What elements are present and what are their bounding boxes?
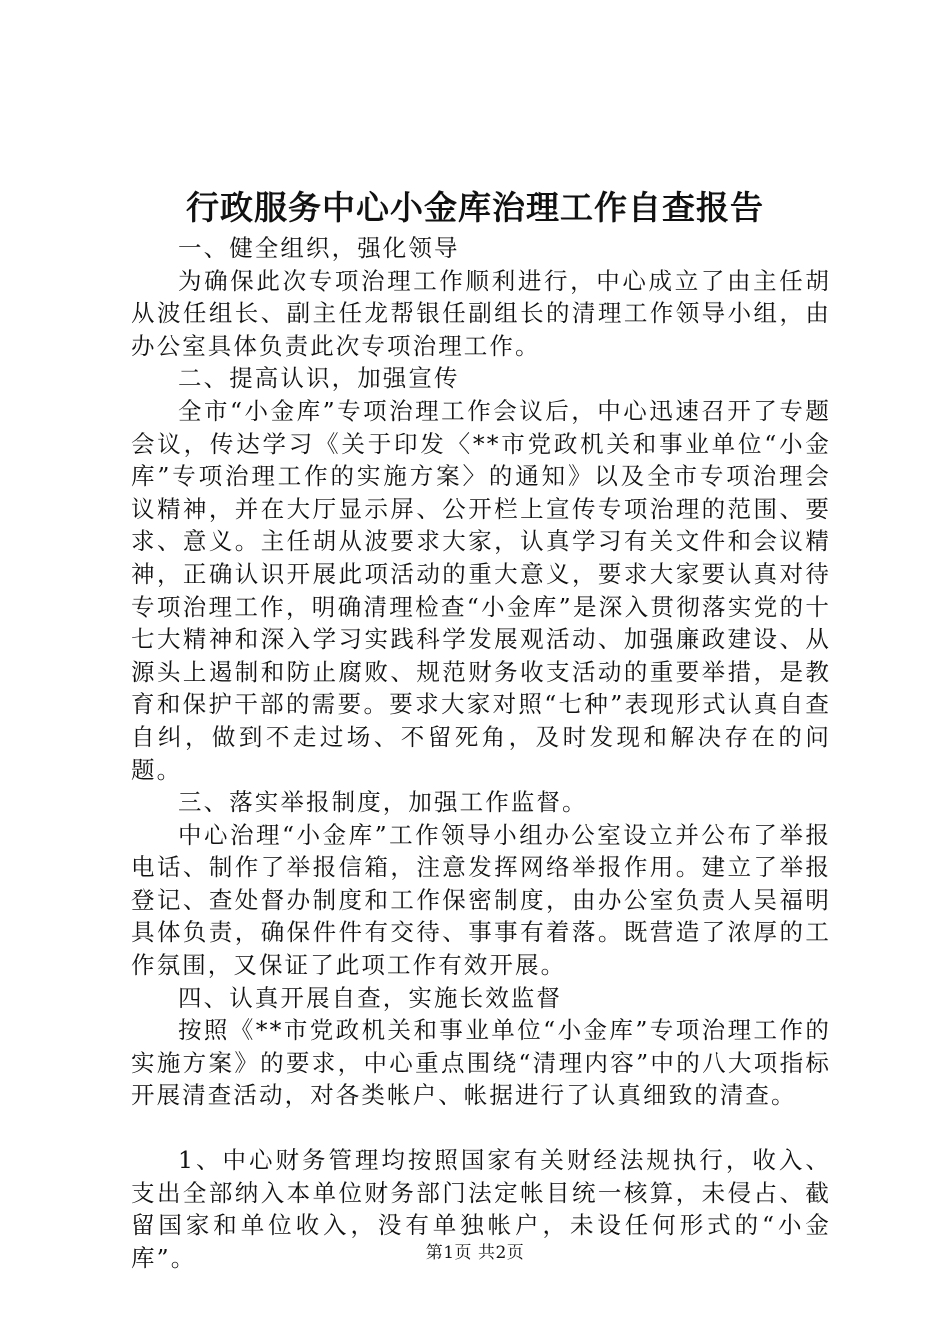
document-body xyxy=(131,232,831,1274)
section-paragraph-2: 全市“小金库”专项治理工作会议后，中心迅速召开了专题会议，传达学习《关于印发〈**市党政机关和事业单位“小金库”专项治理工作的实施方案〉的通知》以及全市专项治理会议精神，并在大厅显示屏、公开栏上宣传专项治理的范围、要求、意义。主任胡从波要求大家，认真学习有关文件和会议精神，正确认识开展此项活动的重大意义，要求大家要认真对待专项治理工作，明确清理检查“小金库”是深入贯彻落实党的十七大精神和深入学习实践科学发展观活动、加强廉政建设、从源头上遏制和防止腐败、规范财务收支活动的重要举措，是教育和保护干部的需要。要求大家对照“七种”表现形式认真自查自纠，做到不走过场、不留死角，及时发现和解决存在的问题。 xyxy=(131,396,831,784)
section-heading-1: 一、健全组织，强化领导 xyxy=(178,234,460,262)
section-paragraph-1: 为确保此次专项治理工作顺利进行，中心成立了由主任胡从波任组长、副主任龙帮银任副组长的清理工作领导小组，由办公室具体负责此次专项治理工作。 xyxy=(131,266,831,360)
list-item-1: 1、中心财务管理均按照国家有关财经法规执行，收入、支出全部纳入本单位财务部门法定帐目统一核算，未侵占、截留国家和单位收入，没有单独帐户，未设任何形式的“小金库”。 xyxy=(131,1146,831,1272)
section-heading-4: 四、认真开展自查，实施长效监督 xyxy=(178,983,562,1012)
section-heading-2: 二、提高认识，加强宣传 xyxy=(178,364,460,393)
page-number-footer: 第1页 共2页 xyxy=(425,1243,525,1263)
section-heading-3: 三、落实举报制度，加强工作监督。 xyxy=(178,788,588,817)
section-paragraph-3: 中心治理“小金库”工作领导小组办公室设立并公布了举报电话、制作了举报信箱，注意发挥网络举报作用。建立了举报登记、查处督办制度和工作保密制度，由办公室负责人吴福明具体负责，确保件件有交待、事事有着落。既营造了浓厚的工作氛围，又保证了此项工作有效开展。 xyxy=(131,820,831,980)
section-paragraph-4: 按照《**市党政机关和事业单位“小金库”专项治理工作的实施方案》的要求，中心重点围绕“清理内容”中的八大项指标开展清查活动，对各类帐户、帐据进行了认真细致的清查。 xyxy=(131,1016,831,1110)
document-title: 行政服务中心小金库治理工作自查报告 xyxy=(186,188,764,227)
